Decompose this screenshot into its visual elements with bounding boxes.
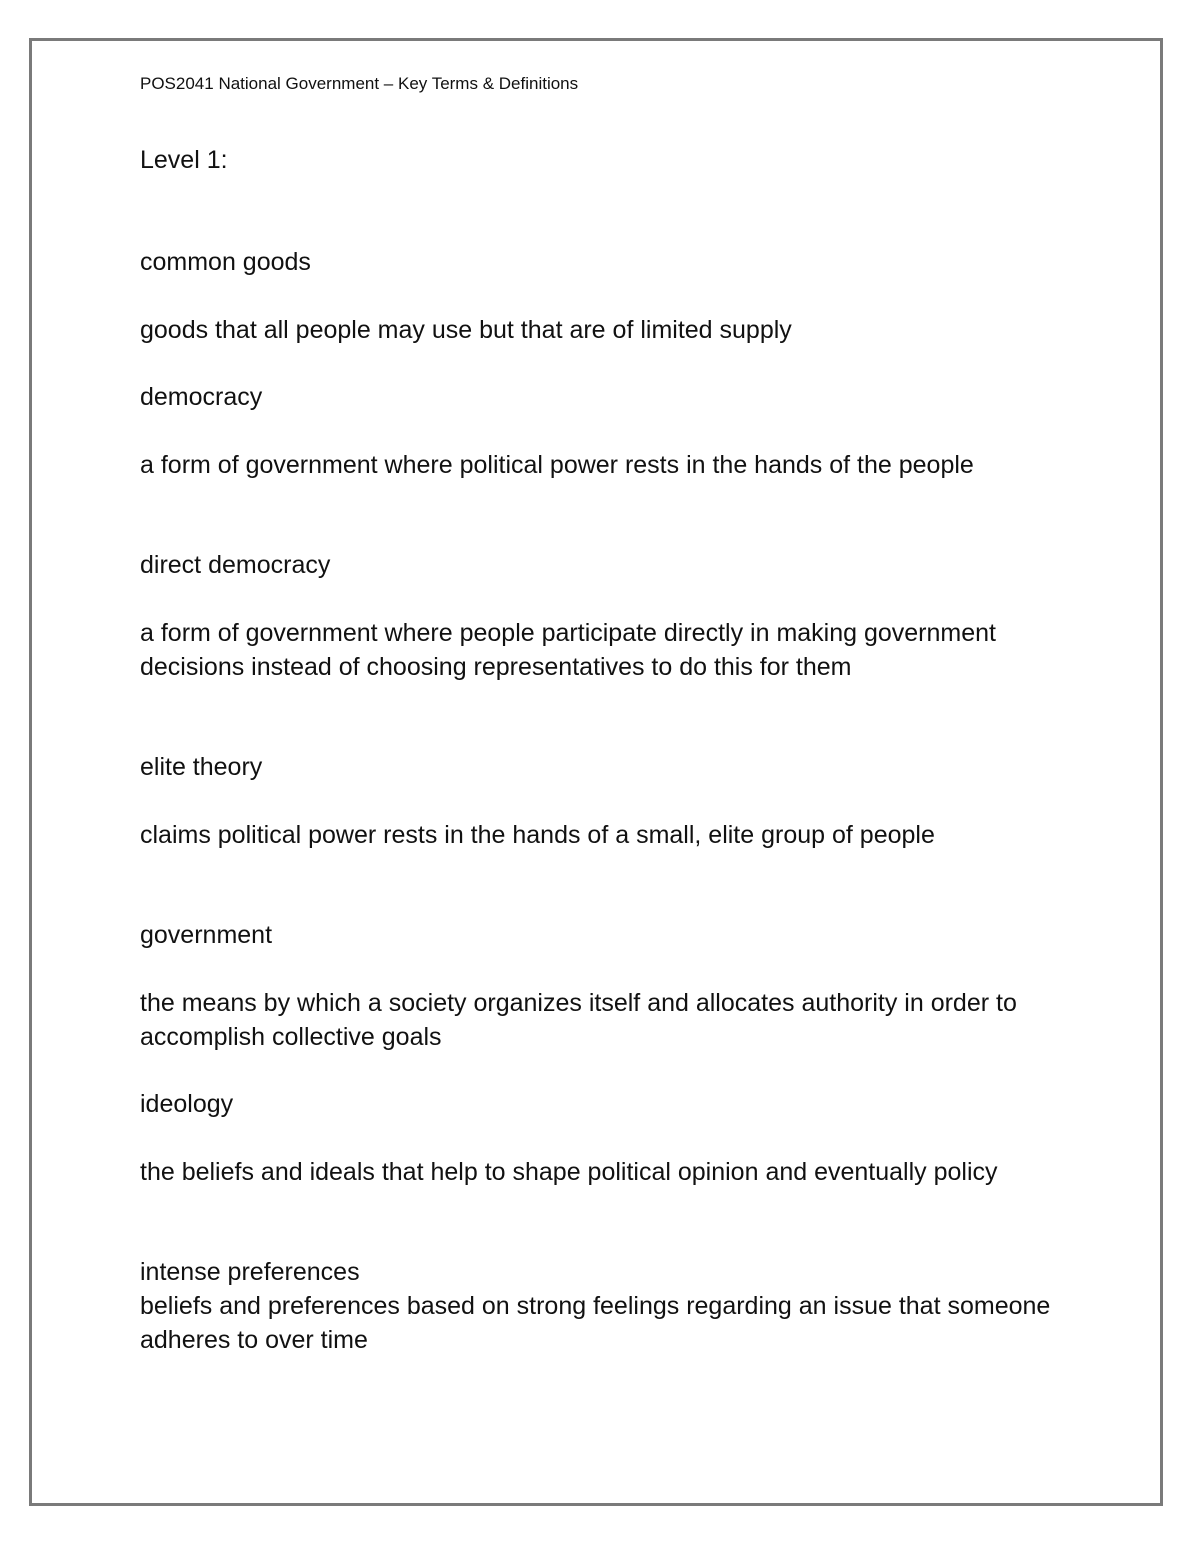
definition-direct-democracy: a form of government where people participate directly in making government decisions instead of choosing representatives to do this for them <box>140 619 996 681</box>
definition-intense-preferences: beliefs and preferences based on strong feelings regarding an issue that someone adheres to over time <box>140 1292 1051 1354</box>
document-header: POS2041 National Government – Key Terms & Definitions <box>140 74 579 93</box>
definition-common-goods: goods that all people may use but that are of limited supply <box>140 316 792 344</box>
definition-government: the means by which a society organizes itself and allocates authority in order to accomplish collective goals <box>140 989 1017 1051</box>
definition-elite-theory: claims political power rests in the hands of a small, elite group of people <box>140 821 935 849</box>
term-common-goods: common goods <box>140 248 311 276</box>
level-heading: Level 1: <box>140 146 228 174</box>
term-elite-theory: elite theory <box>140 753 263 781</box>
term-ideology: ideology <box>140 1090 234 1118</box>
term-direct-democracy: direct democracy <box>140 551 331 579</box>
term-democracy: democracy <box>140 383 263 411</box>
term-government: government <box>140 921 273 949</box>
definition-democracy: a form of government where political power rests in the hands of the people <box>140 451 974 479</box>
definition-ideology: the beliefs and ideals that help to shape political opinion and eventually policy <box>140 1158 998 1186</box>
term-intense-preferences: intense preferences <box>140 1258 360 1286</box>
